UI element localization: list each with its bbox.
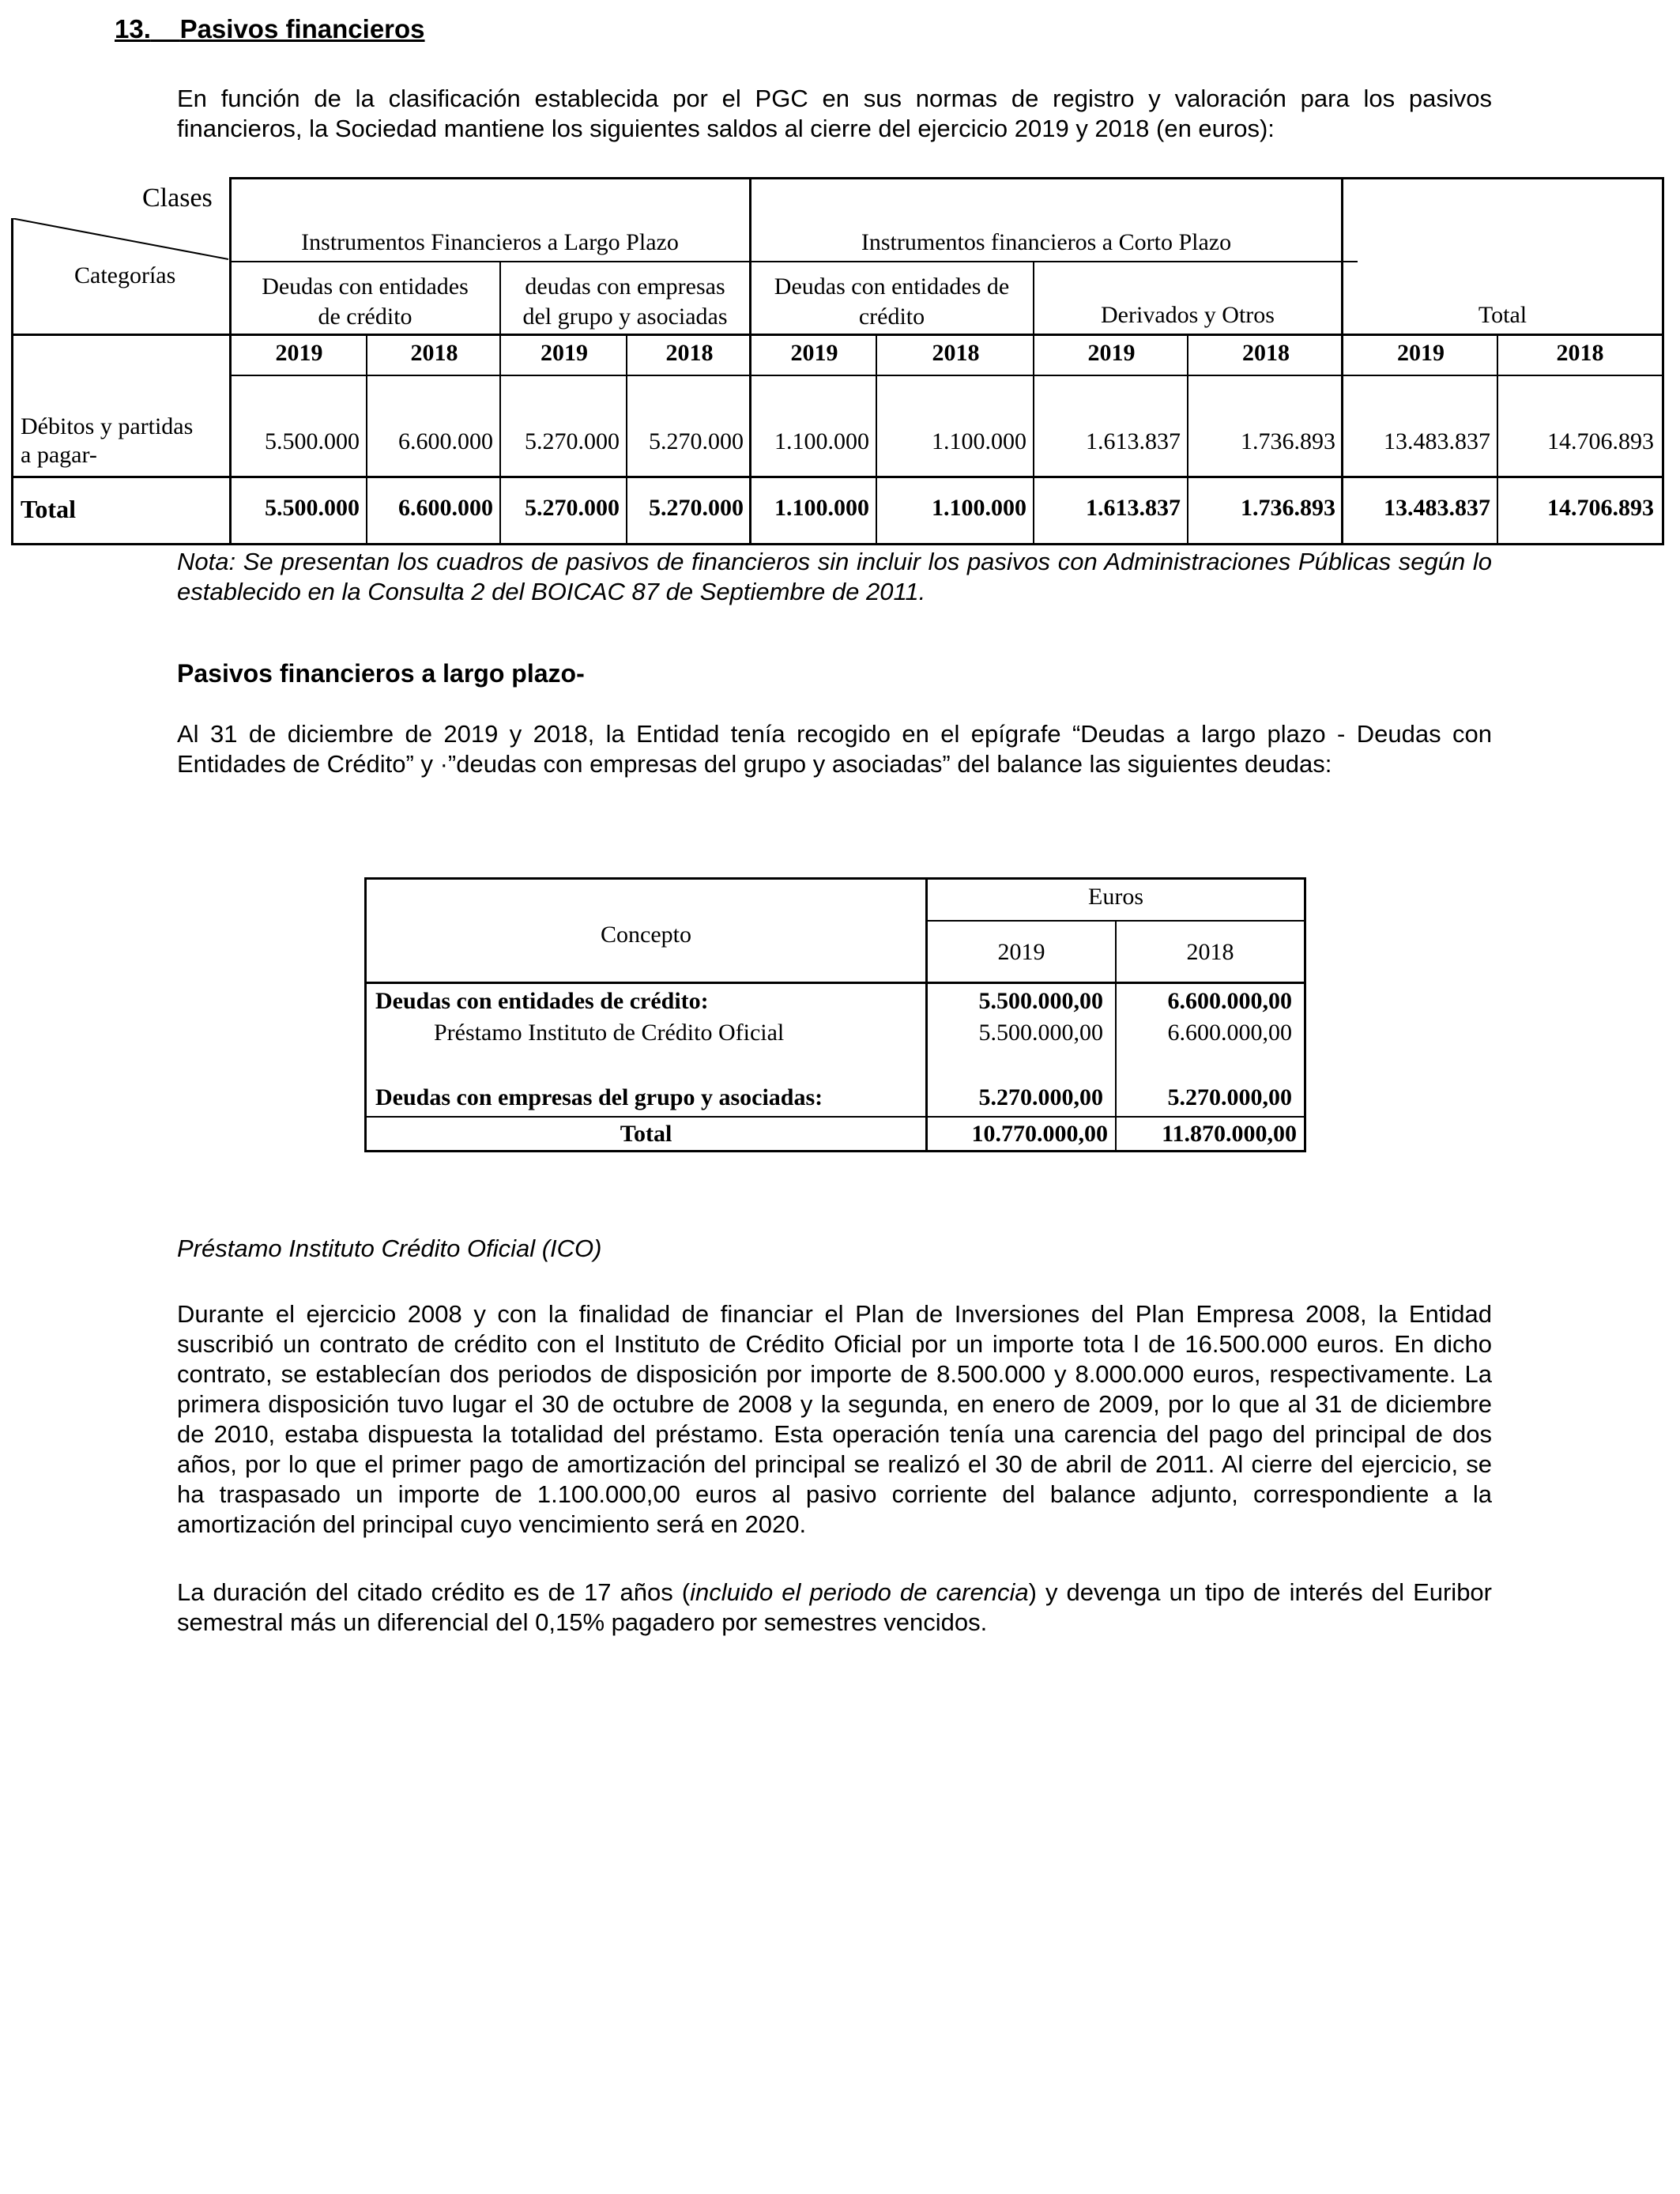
t1-debitos-cell: 1.613.837: [1086, 428, 1181, 454]
t1-debitos-cell: 6.600.000: [398, 428, 493, 454]
t1-right-border: [1662, 177, 1664, 545]
t1-total-cell: 5.500.000: [265, 495, 360, 521]
row-label-total: Total: [21, 495, 76, 523]
t2-total-label: Total: [620, 1121, 672, 1147]
t1-year-header: 2019: [790, 340, 838, 366]
t1-total-cell: 1.613.837: [1086, 495, 1181, 521]
t1-year-header: 2018: [932, 340, 980, 366]
t1-total-cell: 1.736.893: [1241, 495, 1335, 521]
t2-total-2019: 10.770.000,00: [971, 1121, 1108, 1147]
t1-debitos-cell: 13.483.837: [1384, 428, 1490, 454]
t2-right-border: [1304, 877, 1306, 1152]
t2-year-2019: 2019: [997, 939, 1045, 965]
t1-year-header: 2019: [541, 340, 588, 366]
section-title: Pasivos financieros: [179, 14, 425, 43]
col-header-derivados: Derivados y Otros: [1101, 302, 1275, 328]
t2-top-border: [364, 877, 1306, 880]
t1-total-cell: 5.270.000: [525, 495, 620, 521]
t1-year-header: 2018: [410, 340, 458, 366]
t2-total-divider: [364, 1116, 1306, 1118]
t2-year-2018: 2018: [1186, 939, 1234, 965]
t1-total-cell: 14.706.893: [1547, 495, 1654, 521]
t1-total-cell: 13.483.837: [1384, 495, 1490, 521]
t1-total-divider: [11, 476, 1664, 478]
t2-row-deudas-grupo-2018: 5.270.000,00: [1167, 1084, 1292, 1110]
t1-debitos-cell: 5.270.000: [525, 428, 620, 454]
t1-total-cell: 5.270.000: [649, 495, 744, 521]
col-header-deudas-grupo: deudas con empresas del grupo y asociadas: [522, 273, 728, 330]
ico-heading: Préstamo Instituto Crédito Oficial (ICO): [177, 1235, 602, 1262]
t2-row-ico-2019: 5.500.000,00: [978, 1020, 1103, 1046]
intro-paragraph: En función de la clasificación establecida por el PGC en sus normas de registro y valoración para los pasivos financieros, la Sociedad mantiene los siguientes saldos al cierre del ejercicio 2019 y 2018 (en euros):: [177, 85, 1492, 142]
corner-clases-label: Clases: [142, 183, 213, 213]
t2-row-deudas-credito-label: Deudas con entidades de crédito:: [375, 988, 709, 1014]
long-term-debts-table: [364, 877, 1306, 1152]
t1-total-cell: 6.600.000: [398, 495, 493, 521]
ico-paragraph-1: Durante el ejercicio 2008 y con la finalidad de financiar el Plan de Inversiones del Plan Empresa 2008, la Entidad suscribió un contrato de crédito con el Instituto de Crédito Oficial por un importe tota l de 16.500.000 euros. En dicho contrato, se establecían dos periodos de disposición por importe de 8.500.000 y 8.000.000 euros, respectivamente. La primera disposición tuvo lugar el 30 de octubre de 2008 y la segunda, en enero de 2009, por lo que al 31 de diciembre de 2010, estaba dispuesta la totalidad del préstamo. Esta operación tenía una carencia del pago del principal de dos años, por lo que el primer pago de amortización del principal se realizó el 30 de abril de 2011. Al cierre del ejercicio, se ha traspasado un importe de 1.100.000,00 euros al pasivo corriente del balance adjunto, correspondiente a la amortización del principal cuyo vencimiento será en 2020.: [177, 1300, 1492, 1538]
t1-debitos-cell: 1.100.000: [774, 428, 869, 454]
t1-debitos-cell: 14.706.893: [1547, 428, 1654, 454]
row-label-debitos: Débitos y partidas a pagar-: [21, 413, 194, 468]
t1-header-divider: [11, 334, 1664, 336]
t2-row-deudas-grupo-label: Deudas con empresas del grupo y asociadas:: [375, 1084, 823, 1110]
corner-diagonal: [11, 218, 232, 266]
col-header-cp-credito: Deudas con entidades de crédito: [774, 273, 1010, 330]
corner-categorias-label: Categorías: [74, 262, 176, 288]
col-header-deudas-credito: Deudas con entidades de crédito: [262, 273, 469, 330]
t1-years-divider: [229, 375, 1664, 376]
t1-year-header: 2018: [1556, 340, 1604, 366]
t1-year-header: 2018: [665, 340, 714, 366]
t2-bottom-border: [364, 1150, 1306, 1152]
t2-concepto-header: Concepto: [601, 922, 691, 948]
t1-debitos-cell: 5.500.000: [265, 428, 360, 454]
t2-euros-header: Euros: [1088, 884, 1143, 910]
t1-bottom-border: [11, 543, 1664, 545]
group-long-term: Instrumentos Financieros a Largo Plazo: [301, 229, 679, 255]
t2-row-deudas-grupo-2019: 5.270.000,00: [978, 1084, 1103, 1110]
t2-row-deudas-credito-2019: 5.500.000,00: [978, 988, 1103, 1014]
section-number: 13.: [115, 14, 151, 43]
group-short-term: Instrumentos financieros a Corto Plazo: [861, 229, 1232, 255]
financial-liabilities-table: [11, 177, 1664, 545]
t1-year-header: 2019: [1087, 340, 1136, 366]
t1-total-cell: 1.100.000: [774, 495, 869, 521]
t2-left-border: [364, 877, 367, 1152]
t2-row-ico-2018: 6.600.000,00: [1167, 1020, 1292, 1046]
t1-top-border: [229, 177, 1664, 179]
col-header-total: Total: [1478, 302, 1527, 328]
t2-header-divider: [364, 982, 1306, 984]
t1-debitos-cell: 1.736.893: [1241, 428, 1335, 454]
t1-year-header: 2018: [1242, 340, 1290, 366]
t1-debitos-cell: 1.100.000: [932, 428, 1026, 454]
t1-group-divider: [229, 261, 1358, 262]
t1-total-cell: 1.100.000: [932, 495, 1026, 521]
section-heading: [115, 14, 425, 44]
long-term-paragraph: Al 31 de diciembre de 2019 y 2018, la Entidad tenía recogido en el epígrafe “Deudas a largo plazo - Deudas con Entidades de Crédito” y ·”deudas con empresas del grupo y asociadas” del balance las siguientes deudas:: [177, 720, 1492, 778]
t1-debitos-cell: 5.270.000: [649, 428, 744, 454]
t1-left-border: [11, 218, 13, 545]
t1-year-header: 2019: [1397, 340, 1445, 366]
t2-euros-divider: [927, 920, 1306, 922]
ico-paragraph-2: La duración del citado crédito es de 17 años (incluido el periodo de carencia) y devenga un tipo de interés del Euribor semestral más un diferencial del 0,15% pagadero por semestres vencidos.: [177, 1578, 1492, 1636]
t2-total-2018: 11.870.000,00: [1162, 1121, 1297, 1147]
t2-row-ico-label: Préstamo Instituto de Crédito Oficial: [434, 1020, 785, 1046]
subheading-long-term: Pasivos financieros a largo plazo-: [177, 659, 585, 688]
t1-year-header: 2019: [275, 340, 323, 366]
note-paragraph: Nota: Se presentan los cuadros de pasivos de financieros sin incluir los pasivos con Administraciones Públicas según lo establecido en la Consulta 2 del BOICAC 87 de Septiembre de 2011.: [177, 548, 1492, 605]
t2-row-deudas-credito-2018: 6.600.000,00: [1167, 988, 1292, 1014]
